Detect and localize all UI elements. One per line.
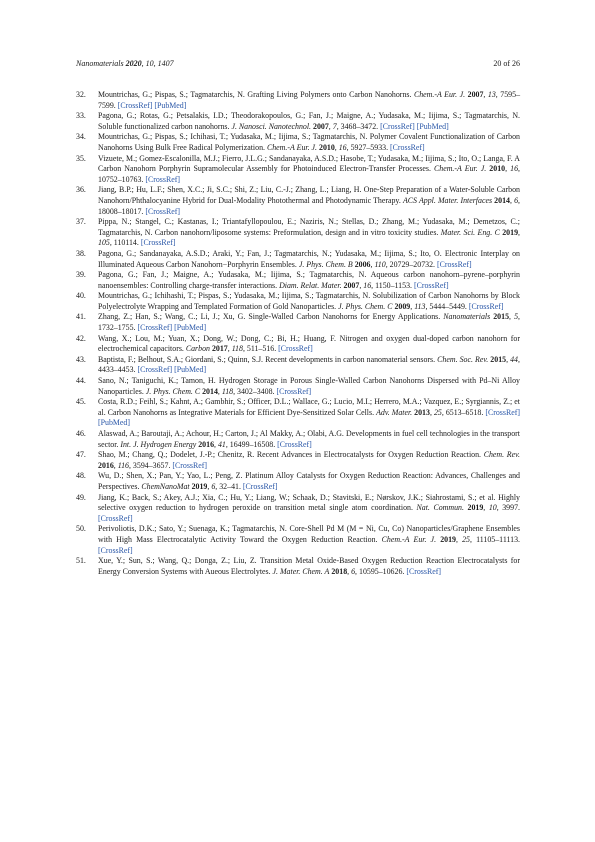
journal-name: Chem.-A Eur. J. xyxy=(266,142,318,152)
reference-item xyxy=(76,217,520,249)
reference-item xyxy=(76,185,520,217)
publication-year: 2019 xyxy=(440,534,456,544)
page-number: 20 of 26 xyxy=(493,59,520,68)
reference-number: 40. xyxy=(76,291,86,301)
reference-text: , 18008–18017. xyxy=(98,195,520,216)
journal-name: Diam. Relat. Mater. xyxy=(279,280,342,290)
crossref-link[interactable]: [CrossRef] xyxy=(117,100,153,110)
reference-text: , 3402–3408. xyxy=(233,386,277,396)
publication-year: 2009 xyxy=(394,301,411,311)
reference-text: , 5444–5449. xyxy=(425,301,469,311)
reference-number: 41. xyxy=(76,312,86,322)
publication-year: 2007 xyxy=(467,90,484,99)
journal-name: Chem. Soc. Rev. xyxy=(437,354,489,364)
publication-year: 2016 xyxy=(198,439,215,449)
publication-year: 2015 xyxy=(490,354,507,364)
publication-year: 2010 xyxy=(489,164,506,174)
reference-text: , xyxy=(505,164,511,174)
journal-name: Chem.-A Eur. J. xyxy=(381,534,437,544)
publication-year: 2019 xyxy=(467,503,484,513)
reference-number: 34. xyxy=(76,132,86,142)
reference-number: 42. xyxy=(76,333,86,343)
reference-text: Pagona, G.; Sandanayaka, A.S.D.; Araki, Y.; Fan, J.; Tagmatarchis, N.; Yudasaka, M.; Iijima, S.; Ito, O. Electronic Interplay on Illuminated Aqueous Carbon Nanohorn−Porphyrin Ensembles. xyxy=(98,248,520,269)
journal-name: 16 xyxy=(510,164,519,174)
reference-text: , 1732–1755. xyxy=(98,312,520,333)
header-year: 2020 xyxy=(125,59,142,68)
reference-text: , xyxy=(227,344,232,354)
reference-text: , xyxy=(506,354,511,364)
reference-text: , 5927–5933. xyxy=(346,142,391,152)
reference-item xyxy=(76,132,520,153)
reference-item xyxy=(76,312,520,333)
reference-text: Costa, R.D.; Feihl, S.; Kahnt, A.; Gambhir, S.; Officer, D.L.; Wallace, G.; Lucio, M.I.; Herrero, M.A.; Vazquez, E.; Syrgiannis, Z.; et al. Carbon Nanohorns as Integrative Materials for Efficient Dye-Sensitized Solar Cells. xyxy=(98,397,520,417)
journal-name: 116 xyxy=(117,460,129,470)
reference-item xyxy=(76,429,520,450)
reference-text: , 16499–16508. xyxy=(225,439,278,449)
publication-year: 2014 xyxy=(202,386,218,396)
reference-text: , xyxy=(217,386,222,396)
crossref-link[interactable]: [CrossRef] xyxy=(380,121,415,131)
reference-text: , xyxy=(207,481,212,491)
journal-name: 6 xyxy=(514,195,519,205)
reference-text: , xyxy=(483,503,489,513)
crossref-link[interactable]: [CrossRef] xyxy=(98,513,133,523)
reference-number: 48. xyxy=(76,471,86,481)
publication-year: 2007 xyxy=(313,121,329,131)
reference-text: Perivoliotis, D.K.; Sato, Y.; Suenaga, K.; Tagmatarchis, N. Core-Shell Pd M (M = Ni, Cu, Co) Nanoparticles/Graphene Ensembles with High Mass Electrocatalytic Activity Toward the Oxygen Reduction Reaction. xyxy=(98,524,520,544)
reference-text: , xyxy=(347,566,352,576)
journal-name: Mater. Sci. Eng. C xyxy=(440,227,500,237)
reference-text: , 110114. xyxy=(109,238,141,248)
reference-item xyxy=(76,450,520,471)
running-header xyxy=(76,59,520,71)
journal-name: 6 xyxy=(351,566,356,576)
reference-text: Zhang, Z.; Han, S.; Wang, C.; Li, J.; Xu, G. Single-Walled Carbon Nanohorns for Energy Applications. xyxy=(98,312,444,322)
journal-name: Int. J. Hydrogen Energy xyxy=(120,439,197,449)
reference-number: 47. xyxy=(76,450,86,460)
header-journal: Nanomaterials xyxy=(76,59,124,68)
journal-name: 25 xyxy=(433,407,442,417)
pubmed-link[interactable]: [PubMed] xyxy=(98,418,130,428)
reference-text: Vizuete, M.; Gomez-Escalonilla, M.J.; Fierro, J.L.G.; Sandanayaka, A.S.D.; Hasobe, T.; Yudasaka, M.; Iijima, S.; Ito, O.; Langa, F. A Carbon Nanohorn Porphyrin Supramolecular Assembly for Photoinduced Electron-Transfer Processes. xyxy=(98,153,520,174)
journal-name: Chem.-A Eur. J. xyxy=(413,90,466,99)
reference-text: , 3468–3472. xyxy=(336,121,381,131)
journal-name: 13 xyxy=(487,90,496,99)
reference-text: Xue, Y.; Sun, S.; Wang, Q.; Donga, Z.; Liu, Z. Transition Metal Oxide-Based Oxygen Reduction Reaction Electrocatalysts for Energy Conversion Systems with Aueous Electrolytes. xyxy=(98,556,520,576)
journal-name: Nat. Commun. xyxy=(416,503,464,513)
reference-number: 36. xyxy=(76,185,86,195)
journal-name: 44 xyxy=(510,354,518,364)
journal-name: Adv. Mater. xyxy=(376,407,413,417)
publication-year: 2007 xyxy=(343,280,360,290)
crossref-link[interactable]: [CrossRef] xyxy=(172,460,208,470)
crossref-link[interactable]: [CrossRef] xyxy=(406,566,441,576)
reference-text: Mountrichas, G.; Pispas, S.; Tagmatarchis, N. Grafting Living Polymers onto Carbon Nanohorns. xyxy=(98,90,414,99)
reference-item xyxy=(76,493,520,525)
reference-text: , 32–41. xyxy=(215,481,243,491)
publication-year: 2010 xyxy=(319,142,335,152)
reference-number: 37. xyxy=(76,217,86,227)
reference-number: 45. xyxy=(76,397,86,407)
crossref-link[interactable]: [CrossRef] xyxy=(137,365,173,375)
reference-text: Pagona, G.; Rotas, G.; Petsalakis, I.D.; Theodorakopoulos, G.; Fan, J.; Maigne, A.; Yudasaka, M.; Iijima, S.; Tagmatarchis, N. Soluble functionalized carbon nanohorns. xyxy=(98,111,520,131)
reference-number: 46. xyxy=(76,429,86,438)
reference-item xyxy=(76,376,520,397)
reference-text: Shao, M.; Chang, Q.; Dodelet, J.-P.; Chenitz, R. Recent Advances in Electrocatalysts for Oxygen Reduction Reaction. xyxy=(98,450,484,460)
reference-text: , 511–516. xyxy=(242,344,279,354)
journal-name: ACS Appl. Mater. Interfaces xyxy=(402,195,493,205)
crossref-link[interactable]: [CrossRef] xyxy=(436,259,472,269)
reference-text: , xyxy=(483,90,488,99)
header-volume-issue: , 10, 1407 xyxy=(141,59,174,68)
crossref-link[interactable]: [CrossRef] xyxy=(98,545,133,555)
reference-text: , 10595–10626. xyxy=(355,566,407,576)
crossref-link[interactable]: [CrossRef] xyxy=(277,439,312,449)
reference-text: , 7595–7599. xyxy=(98,90,521,110)
journal-name: Nanomaterials xyxy=(443,312,491,322)
reference-text: , xyxy=(410,301,415,311)
publication-year: 2018 xyxy=(331,566,348,576)
crossref-link[interactable]: [CrossRef] xyxy=(485,407,520,417)
pubmed-link[interactable]: [PubMed] xyxy=(416,121,449,131)
reference-item xyxy=(76,90,520,111)
journal-name: 105 xyxy=(98,238,110,248)
journal-name: J. Phys. Chem. C xyxy=(145,386,201,396)
crossref-link[interactable]: [CrossRef] xyxy=(242,481,278,491)
header-citation xyxy=(76,59,174,71)
crossref-link[interactable]: [CrossRef] xyxy=(137,323,173,333)
journal-name: 5 xyxy=(514,312,519,322)
publication-year: 2016 xyxy=(98,460,114,470)
journal-name: 25 xyxy=(462,534,470,544)
reference-text: , xyxy=(214,439,218,449)
reference-text: , xyxy=(455,534,463,544)
reference-text: Alaswad, A.; Baroutaji, A.; Achour, H.; Carton, J.; Al Makky, A.; Olabi, A.G. Developments in fuel cell technologies in the transport sector. xyxy=(98,429,520,449)
reference-text: , 3594–3657. xyxy=(128,460,173,470)
journal-name: 16 xyxy=(363,280,372,290)
journal-name: 10 xyxy=(488,503,497,513)
reference-text: , 11105–11113. xyxy=(469,534,520,544)
reference-number: 44. xyxy=(76,376,86,386)
crossref-link[interactable]: [CrossRef] xyxy=(413,280,449,290)
reference-text: , xyxy=(518,227,520,237)
reference-number: 49. xyxy=(76,492,86,502)
reference-number: 43. xyxy=(76,354,86,364)
publication-year: 2015 xyxy=(493,312,510,322)
reference-text: Jiang, K.; Back, S.; Akey, A.J.; Xia, C.; Hu, Y.; Liang, W.; Schaak, D.; Stavitski, E.; Nørskov, J.K.; Siahrostami, S.; et al. Highly selective oxygen reduction to hydrogen peroxide on transition metal single atom coordination. xyxy=(98,492,520,513)
crossref-link[interactable]: [CrossRef] xyxy=(145,174,180,184)
reference-text: , xyxy=(429,407,434,417)
reference-item xyxy=(76,524,520,556)
reference-item xyxy=(76,334,520,355)
journal-name: 118 xyxy=(221,386,234,396)
publication-year: 2006 xyxy=(354,259,371,269)
reference-item xyxy=(76,249,520,270)
journal-name: 41 xyxy=(217,439,226,449)
crossref-link[interactable]: [CrossRef] xyxy=(390,142,425,152)
pubmed-link[interactable]: [PubMed] xyxy=(174,365,207,375)
crossref-link[interactable]: [CrossRef] xyxy=(278,344,313,354)
journal-name: ChemNanoMat xyxy=(141,481,190,491)
reference-item xyxy=(76,154,520,186)
reference-text: , xyxy=(509,312,515,322)
reference-item xyxy=(76,556,520,577)
journal-name: Carbon xyxy=(185,344,210,354)
reference-text: , 20729–20732. xyxy=(385,259,437,269)
reference-text: , xyxy=(113,460,118,470)
reference-text: , xyxy=(509,195,515,205)
journal-name: J. Phys. Chem. C xyxy=(338,301,393,311)
reference-text: , xyxy=(328,121,333,131)
reference-number: 39. xyxy=(76,270,86,280)
journal-name: 118 xyxy=(231,344,243,354)
publication-year: 2014 xyxy=(494,195,510,205)
reference-item xyxy=(76,111,520,132)
journal-name: 7 xyxy=(332,121,337,131)
reference-text: Wu, D.; Shen, X.; Pan, Y.; Yao, L.; Peng, Z. Platinum Alloy Catalysts for Oxygen Reduction Reaction: Advances, Challenges and Perspectives. xyxy=(98,471,520,491)
reference-text: Mountrichas, G.; Ichihashi, T.; Pispas, S.; Yudasaka, M.; Iijima, S.; Tagmatarchis, N. Solubilization of Carbon Nanohorns by Block Polyelectrolyte Wrapping and Templated Formation of Gold Nanoparticles. xyxy=(98,291,520,311)
reference-text: Baptista, F.; Belhout, S.A.; Giordani, S.; Quinn, S.J. Recent developments in carbon nanomaterial sensors. xyxy=(98,354,438,364)
reference-list xyxy=(76,90,520,577)
crossref-link[interactable]: [CrossRef] xyxy=(468,301,504,311)
reference-text: , xyxy=(370,259,375,269)
reference-text: , xyxy=(359,280,364,290)
reference-item xyxy=(76,270,520,291)
journal-name: 6 xyxy=(211,481,216,491)
reference-text: , 10752–10763. xyxy=(98,164,520,184)
reference-number: 35. xyxy=(76,153,86,163)
crossref-link[interactable]: [CrossRef] xyxy=(145,206,180,216)
reference-text: Jiang, B.P.; Hu, L.F.; Shen, X.C.; Ji, S.C.; Shi, Z.; Liu, C.-J.; Zhang, L.; Liang, H. One-Step Preparation of a Water-Soluble Carbon Nanohorn/Phthalocyanine Hybrid for Dual-Modality Photothermal and Photodynamic Therapy. xyxy=(98,185,520,205)
journal-name: J. Phys. Chem. B xyxy=(298,259,353,269)
crossref-link[interactable]: [CrossRef] xyxy=(140,238,176,248)
reference-text: , xyxy=(334,142,339,152)
reference-text: , 4433–4453. xyxy=(98,354,520,375)
reference-item xyxy=(76,471,520,492)
reference-text: Sano, N.; Taniguchi, K.; Tamon, H. Hydrogen Storage in Porous Single-Walled Carbon Nanohorns Dispersed with Pd–Ni Alloy Nanoparticles. xyxy=(98,376,520,396)
journal-name: Chem.-A Eur. J. xyxy=(434,164,487,174)
journal-name: J. Mater. Chem. A xyxy=(272,566,330,576)
crossref-link[interactable]: [CrossRef] xyxy=(276,386,312,396)
publication-year: 2017 xyxy=(211,344,228,354)
journal-name: 113 xyxy=(414,301,426,311)
pubmed-link[interactable]: [PubMed] xyxy=(154,100,187,110)
publication-year: 2013 xyxy=(414,407,430,417)
reference-number: 50. xyxy=(76,524,86,534)
publication-year: 2019 xyxy=(191,481,208,491)
reference-number: 51. xyxy=(76,556,86,566)
reference-text: Wang, X.; Lou, M.; Yuan, X.; Dong, W.; Dong, C.; Bi, H.; Huang, F. Nitrogen and oxygen dual-doped carbon nanohorn for electrochemical capacitors. xyxy=(98,333,520,354)
reference-text: , 3997. xyxy=(496,503,520,513)
journal-name: 16 xyxy=(338,142,347,152)
reference-text: Pippa, N.; Stangel, C.; Kastanas, I.; Triantafyllopoulou, E.; Naziris, N.; Stellas, D.; Zhang, M.; Yudasaka, M.; Demetzos, C.; Tagmatarchis, N. Carbon nanohorn/liposome systems: Preformulation, design and in vitro toxicity studies. xyxy=(98,217,520,237)
reference-text: Mountrichas, G.; Pispas, S.; Ichihasi, T.; Yudasaka, M.; Iijima, S.; Tagmatarchis, N. Polymer Covalent Functionalization of Carbon Nanohorns Using Bulk Free Radical Polymerization. xyxy=(98,132,520,152)
reference-text: , 6513–6518. xyxy=(441,407,486,417)
pubmed-link[interactable]: [PubMed] xyxy=(174,323,207,333)
reference-number: 32. xyxy=(76,90,86,99)
reference-item xyxy=(76,291,520,312)
publication-year: 2019 xyxy=(502,227,519,237)
reference-item xyxy=(76,355,520,376)
journal-name: Chem. Rev. xyxy=(483,450,520,460)
reference-text: Pagona, G.; Fan, J.; Maigne, A.; Yudasaka, M.; Iijima, S.; Tagmatarchis, N. Aqueous carbon nanohorn–pyrene–porphyrin nanoensembles: Controlling charge-transfer interactions. xyxy=(98,270,520,290)
reference-text: , 1150–1153. xyxy=(371,280,414,290)
journal-name: J. Nanosci. Nanotechnol. xyxy=(231,121,312,131)
reference-item xyxy=(76,397,520,429)
reference-number: 38. xyxy=(76,248,86,258)
journal-name: 110 xyxy=(374,259,386,269)
reference-number: 33. xyxy=(76,111,86,121)
